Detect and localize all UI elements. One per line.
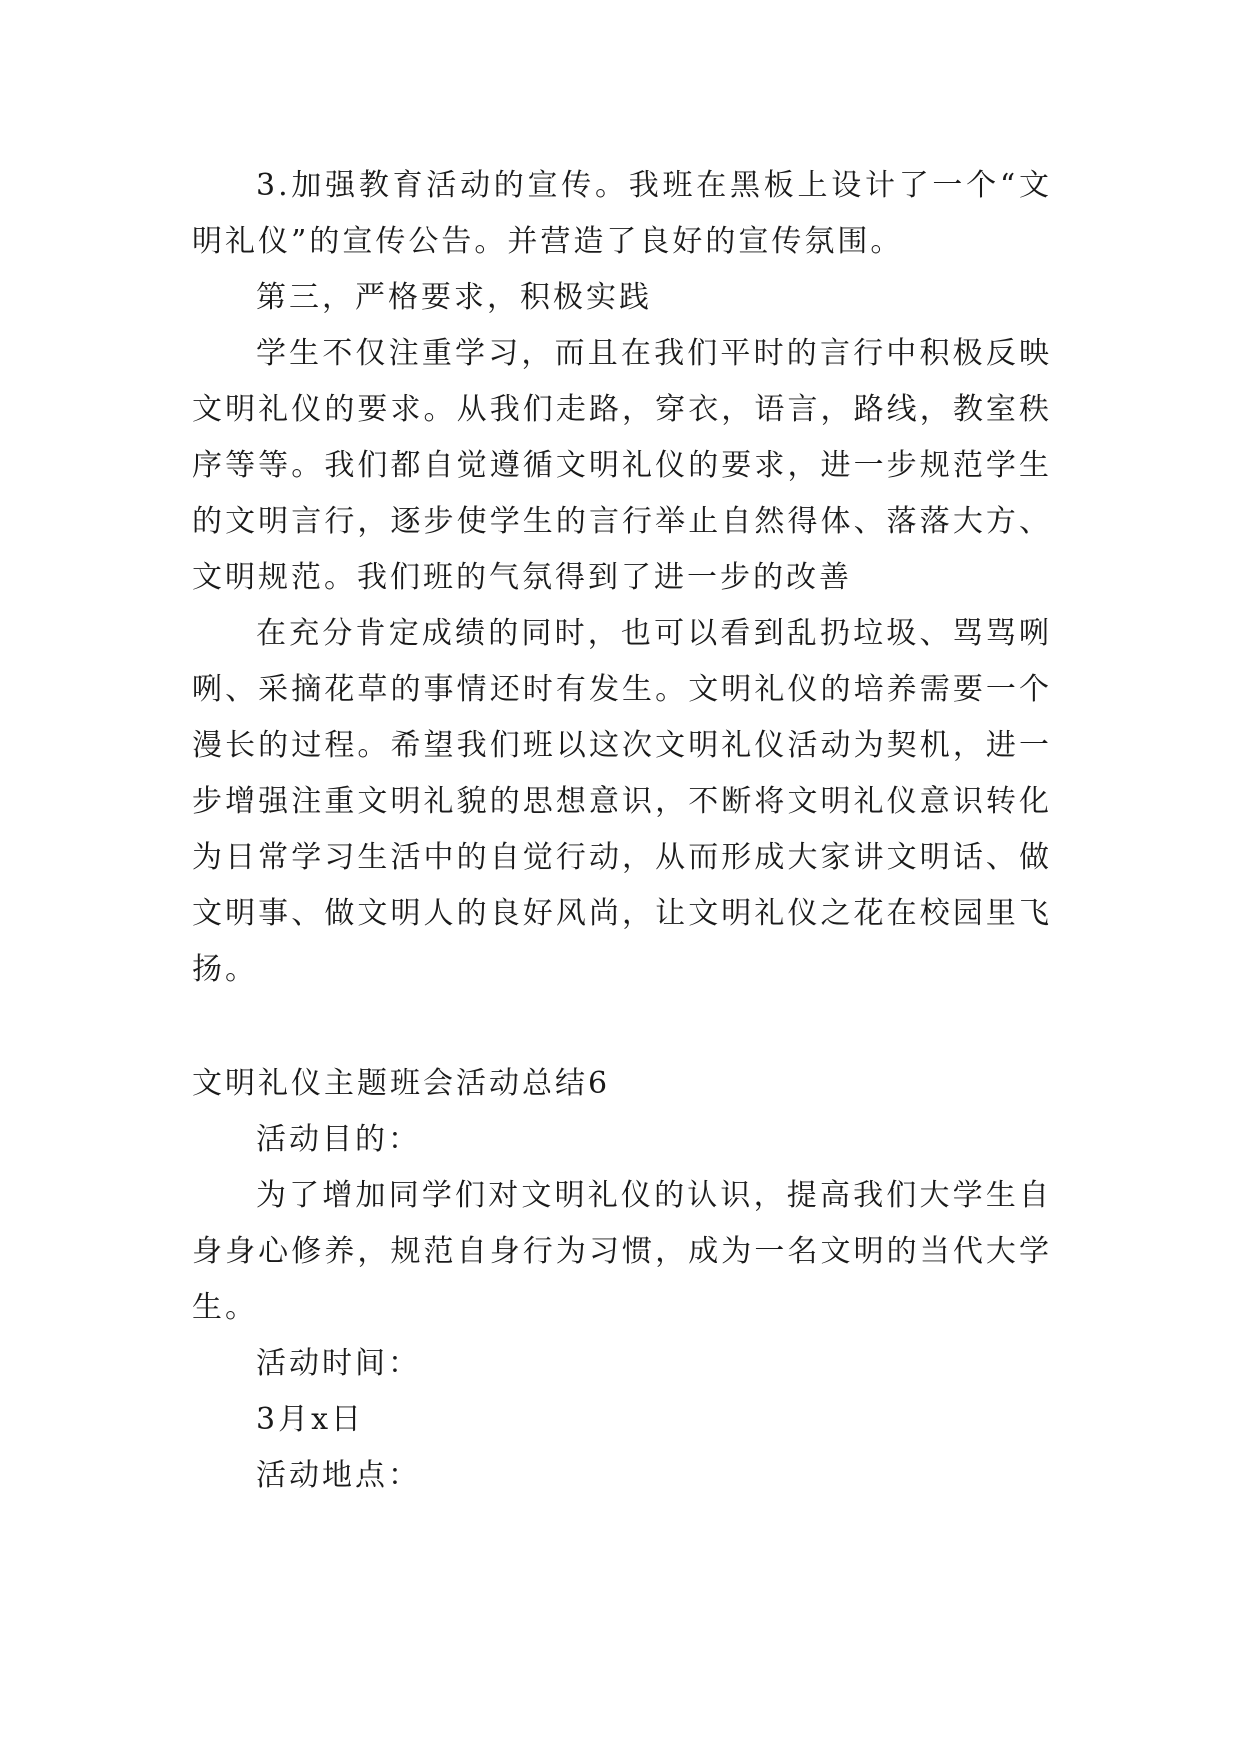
value-activity-time: 3月x日 [256,1402,365,1437]
label-activity-location: 活动地点： [256,1458,421,1493]
paragraph-publicity: 3.加强教育活动的宣传。我班在黑板上设计了一个“文明礼仪”的宣传公告。并营造了良好的宣传氛围。 [192,168,1052,259]
label-activity-time: 活动时间： [256,1346,421,1381]
section-heading-third: 第三，严格要求，积极实践 [256,280,652,315]
article-title: 文明礼仪主题班会活动总结6 [192,1066,611,1101]
label-activity-purpose: 活动目的： [256,1122,421,1157]
document-page [192,158,1052,1504]
paragraph-activity-purpose: 为了增加同学们对文明礼仪的认识，提高我们大学生自身身心修养，规范自身行为习惯，成为一名文明的当代大学生。 [192,1178,1052,1325]
paragraph-conclusion: 在充分肯定成绩的同时，也可以看到乱扔垃圾、骂骂咧咧、采摘花草的事情还时有发生。文明礼仪的培养需要一个漫长的过程。希望我们班以这次文明礼仪活动为契机，进一步增强注重文明礼貌的思想意识，不断将文明礼仪意识转化为日常学习生活中的自觉行动，从而形成大家讲文明话、做文明事、做文明人的良好风尚，让文明礼仪之花在校园里飞扬。 [192,616,1052,987]
paragraph-practice: 学生不仅注重学习，而且在我们平时的言行中积极反映文明礼仪的要求。从我们走路，穿衣，语言，路线，教室秩序等等。我们都自觉遵循文明礼仪的要求，进一步规范学生的文明言行，逐步使学生的言行举止自然得体、落落大方、文明规范。我们班的气氛得到了进一步的改善 [192,336,1052,595]
